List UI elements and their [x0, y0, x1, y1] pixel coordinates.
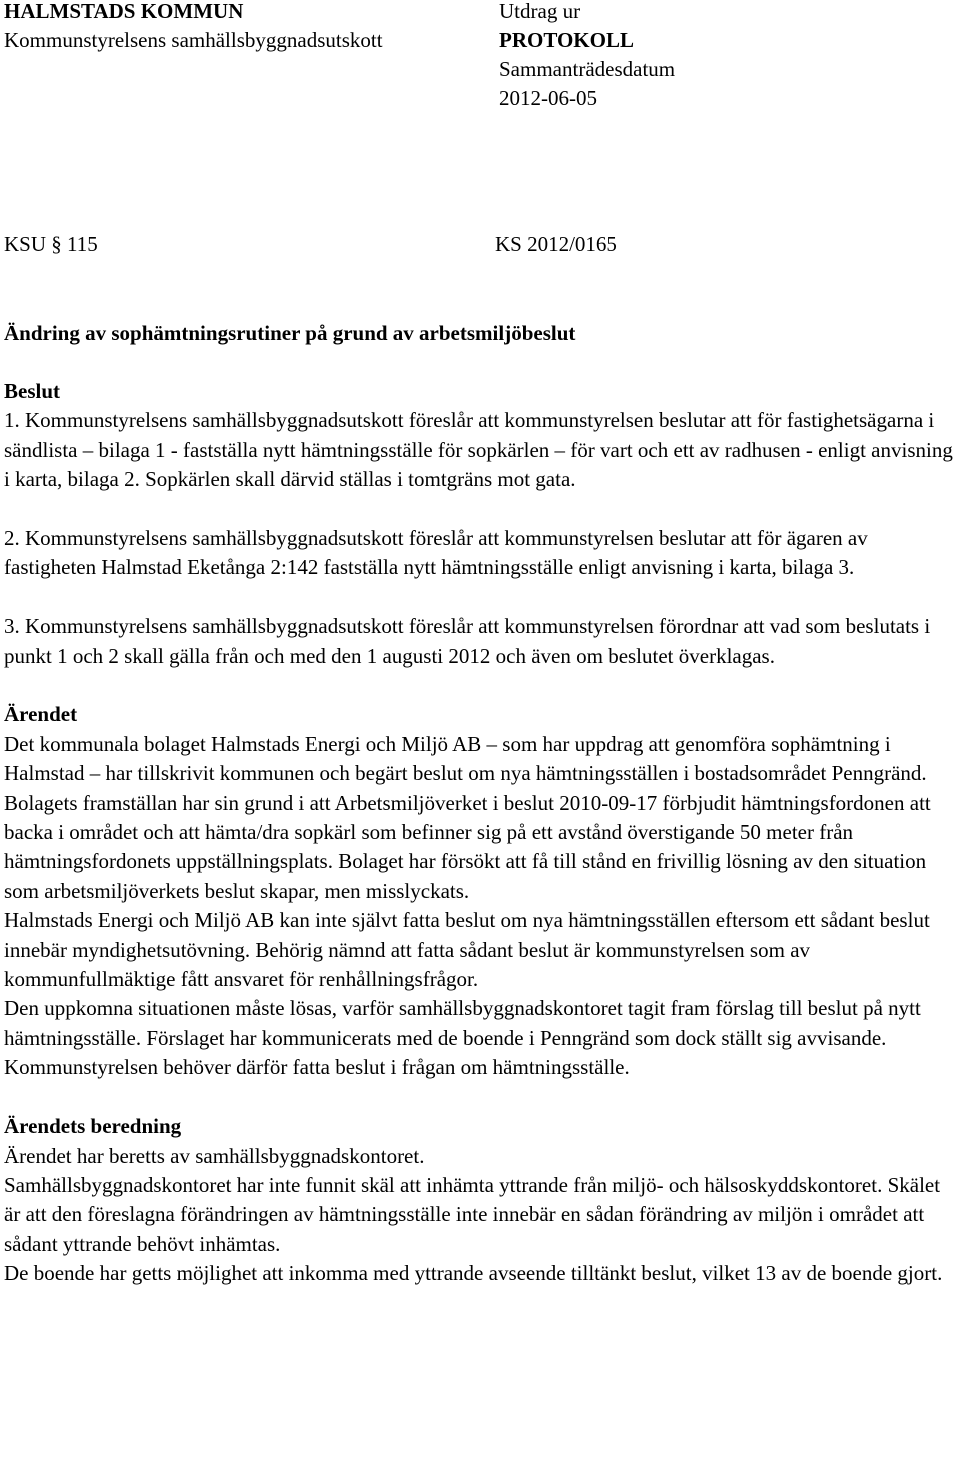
document-type: PROTOKOLL	[499, 28, 634, 52]
beslut-heading: Beslut	[4, 379, 61, 403]
meeting-date: 2012-06-05	[499, 86, 597, 110]
paragraph-number: KSU § 115	[4, 232, 98, 256]
beslut-item-3: 3. Kommunstyrelsens samhällsbyggnadsutskott föreslår att kommunstyrelsen förordnar att vad som beslutats i punkt 1 och 2 skall gälla från och med den 1 augusti 2012 och även om beslutet överklagas.	[4, 614, 931, 668]
header-right	[499, 0, 675, 113]
arendet-paragraph-3: Den uppkomna situationen måste lösas, varför samhällsbyggnadskontoret tagit fram förslag till beslut på nytt hämtningsställe. Förslaget har kommunicerats med de boende i Penngränd som dock ställt sig avvisande. Kommunstyrelsen behöver därför fatta beslut i frågan om hämtningsställe.	[4, 996, 921, 1080]
arendet-section	[4, 700, 958, 1082]
beredning-paragraph-2: Samhällsbyggnadskontoret har inte funnit skäl att inhämta yttrande från miljö- och hälsoskyddskontoret. Skälet är att den föreslagna förändringen av hämtningsställe inte innebär en sådan förändring av miljön i området att sådant yttrande behövt inhämtas.	[4, 1172, 941, 1256]
beredning-paragraph-1: Ärendet har beretts av samhällsbyggnadskontoret.	[4, 1143, 425, 1168]
document-page	[4, 0, 958, 1286]
case-number: KS 2012/0165	[495, 232, 617, 256]
excerpt-label: Utdrag ur	[499, 0, 581, 23]
document-header	[4, 0, 958, 120]
document-title: Ändring av sophämtningsrutiner på grund av arbetsmiljöbeslut	[4, 321, 576, 345]
beslut-item-1: 1. Kommunstyrelsens samhällsbyggnadsutskott föreslår att kommunstyrelsen beslutar att för fastighetsägarna i sändlista – bilaga 1 - fastställa nytt hämtningsställe för sopkärlen – för vart och ett av radhusen - enligt anvisning i karta, bilaga 2. Sopkärlen skall därvid ställas i tomtgräns mot gata.	[4, 408, 953, 492]
beslut-section	[4, 377, 958, 671]
arendet-paragraph-2: Halmstads Energi och Miljö AB kan inte självt fatta beslut om nya hämtningsställen eftersom ett sådant beslut innebär myndighetsutövning. Behörig nämnd att fatta sådant beslut är kommunstyrelsen som av kommunfullmäktige fått ansvaret för renhållningsfrågor.	[4, 908, 930, 992]
beredning-paragraph-3: De boende har getts möjlighet att inkomma med yttrande avseende tilltänkt beslut, vilket 13 av de boende gjort.	[4, 1261, 943, 1286]
header-left	[4, 0, 383, 55]
beredning-section	[4, 1112, 958, 1288]
document-body	[4, 318, 958, 1289]
arendet-heading: Ärendet	[4, 702, 78, 727]
arendet-paragraph-1: Det kommunala bolaget Halmstads Energi och Miljö AB – som har uppdrag att genomföra sophämtning i Halmstad – har tillskrivit kommunen och begärt beslut om nya hämtningsställen i bostadsområdet Penngränd. Bolagets framställan har sin grund i att Arbetsmiljöverket i beslut 2010-09-17 förbjudit hämtningsfordonen att backa i området och att hämta/dra sopkärl som befinner sig på ett avstånd överstigande 50 meter från hämtningsfordonets uppställningsplats. Bolaget har försökt att få till stånd en frivillig lösning av den situation som arbetsmiljöverkets beslut skapar, men misslyckats.	[4, 731, 931, 903]
committee-name: Kommunstyrelsens samhällsbyggnadsutskott	[4, 28, 383, 52]
beredning-heading: Ärendets beredning	[4, 1114, 182, 1139]
meeting-date-label: Sammanträdesdatum	[499, 57, 676, 81]
beslut-item-2: 2. Kommunstyrelsens samhällsbyggnadsutskott föreslår att kommunstyrelsen beslutar att för ägaren av fastigheten Halmstad Eketånga 2:142 fastställa nytt hämtningsställe enligt anvisning i karta, bilaga 3.	[4, 526, 868, 580]
municipality-name: HALMSTADS KOMMUN	[4, 0, 244, 23]
